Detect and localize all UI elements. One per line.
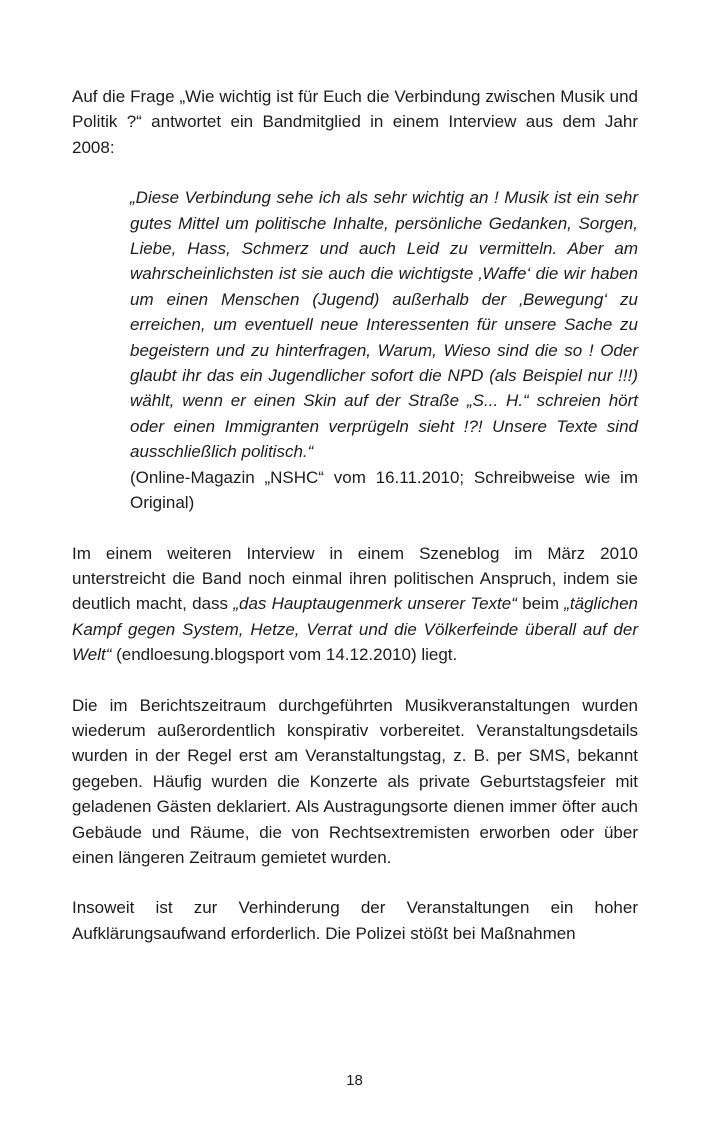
paragraph-intro: Auf die Frage „Wie wichtig ist für Euch die Verbindung zwischen Musik und Politik ?“ antwortet ein Bandmitglied in einem Interview aus dem Jahr 2008: <box>72 87 638 157</box>
paragraph-interview-2010 <box>72 541 638 668</box>
quote-attribution: (Online-Magazin „NSHC“ vom 16.11.2010; Schreibweise wie im Original) <box>130 467 638 513</box>
paragraph-segment-quoted: „das Hauptaugenmerk unserer Texte“ <box>233 594 517 614</box>
page-content <box>72 84 638 971</box>
quote-text: „Diese Verbindung sehe ich als sehr wichtig an ! Musik ist ein sehr gutes Mittel um politische Inhalte, persönliche Gedanken, Sorgen, Liebe, Hass, Schmerz und auch Leid zu vermitteln. Aber am wahrscheinlichsten ist sie auch die wichtigste ‚Waffe‘ die wir haben um einen Menschen (Jugend) außerhalb der ‚Bewegung‘ zu erreichen, um eventuell neue Interessenten für unsere Sache zu begeistern und zu hinterfragen, Warum, Wieso sind die so ! Oder glaubt ihr das ein Jugendlicher sofort die NPD (als Beispiel nur !!!) wählt, wenn er einen Skin auf der Straße „S... H.“ schreien hört oder einen Immigranten verprügeln sieht !?! Unsere Texte sind ausschließlich politisch.“ <box>130 188 638 462</box>
page-number: 18 <box>346 1072 363 1089</box>
block-quote <box>130 185 638 515</box>
paragraph-segment-quoted: „täglichen Kampf gegen System, Hetze, Verrat und die Völkerfeinde überall auf der Welt“ <box>72 594 638 665</box>
paragraph-segment: (endloesung.blogsport vom 14.12.2010) liegt. <box>111 645 458 665</box>
paragraph-segment: Im einem weiteren Interview in einem Szeneblog im März 2010 unterstreicht die Band noch einmal ihren politischen Anspruch, indem sie deutlich macht, dass <box>72 543 638 614</box>
paragraph-veranstaltungen: Die im Berichtszeitraum durchgeführten Musikveranstaltungen wurden wiederum außerordentlich konspirativ vorbereitet. Veranstaltungsdetails wurden in der Regel erst am Veranstaltungstag, z. B. per SMS, bekannt gegeben. Häufig wurden die Konzerte als private Geburtstagsfeier mit geladenen Gästen deklariert. Als Austragungsorte dienen immer öfter auch Gebäude und Räume, die von Rechtsextremisten erworben oder über einen längeren Zeitraum gemietet wurden. <box>72 695 638 867</box>
paragraph-verhinderung: Insoweit ist zur Verhinderung der Veranstaltungen ein hoher Aufklärungsaufwand erforderlich. Die Polizei stößt bei Maßnahmen <box>72 898 638 943</box>
paragraph-segment: beim <box>516 594 565 614</box>
